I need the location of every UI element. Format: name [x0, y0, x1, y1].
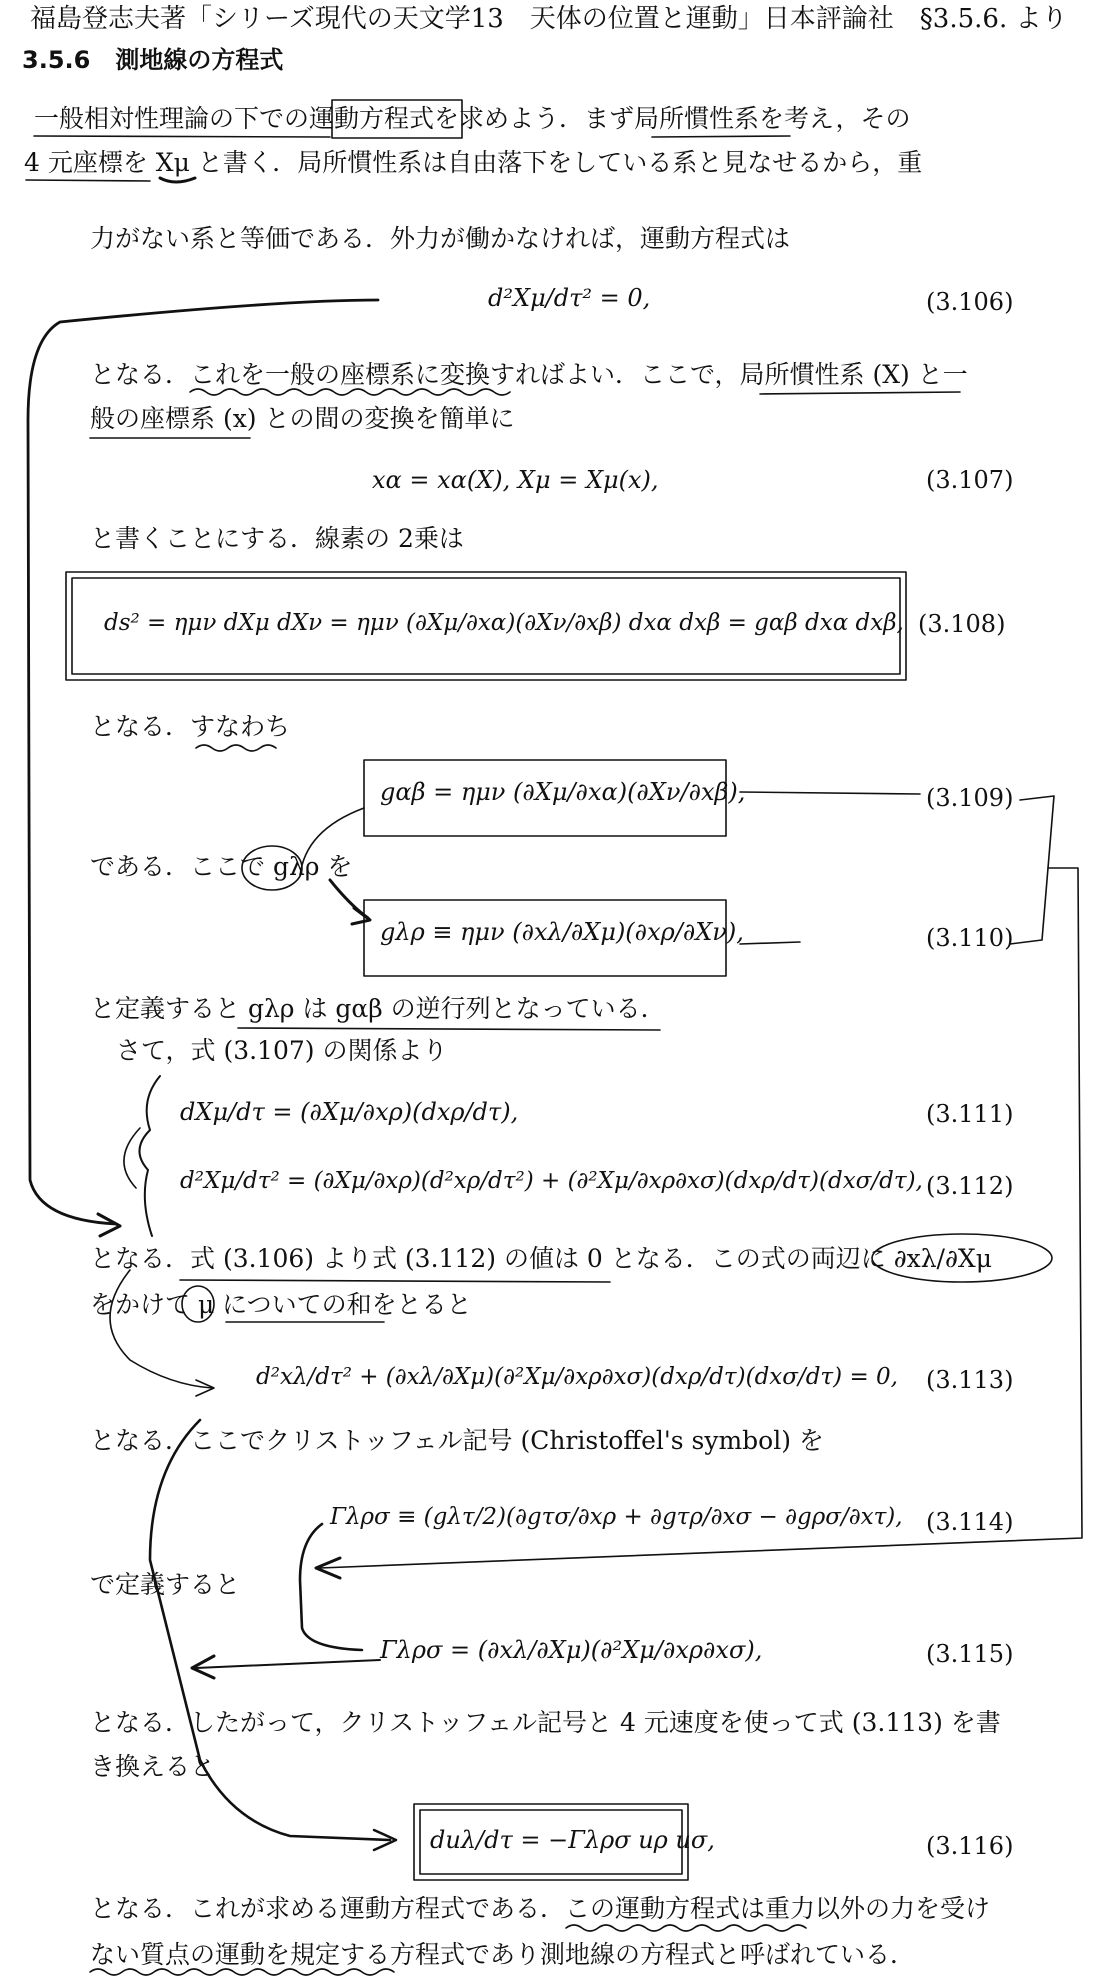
paragraph-line: 4 元座標を Xμ と書く．局所慣性系は自由落下をしている系と見なせるから，重 — [24, 148, 923, 177]
paragraph-line: となる．式 (3.106) より式 (3.112) の値は 0 となる．この式の両辺に ∂xλ/∂Xμ — [90, 1244, 992, 1273]
paragraph-line: き換えると — [90, 1752, 216, 1781]
hand-underline-mark — [652, 136, 790, 137]
hand-underline-mark — [160, 178, 195, 182]
hand-connector-mark — [740, 942, 800, 944]
equation-label: (3.108) — [918, 610, 1006, 638]
equation-3-107: xα = xα(X), Xμ = Xμ(x), — [372, 466, 659, 494]
paragraph-line: をかけて μ についての和をとると — [90, 1290, 472, 1319]
source-header: 福島登志夫著「シリーズ現代の天文学13 天体の位置と運動」日本評論社 §3.5.6. より — [30, 4, 1068, 34]
paragraph-line: と書くことにする．線素の 2乗は — [90, 524, 464, 553]
paragraph-line: と定義すると gλρ は gαβ の逆行列となっている． — [90, 994, 666, 1023]
paragraph-line: となる．すなわち — [90, 712, 291, 741]
hand-arrow-mark — [98, 1214, 120, 1236]
equation-label: (3.110) — [926, 924, 1014, 952]
paragraph-line: さて，式 (3.107) の関係より — [116, 1036, 448, 1065]
hand-bracket-mark — [1010, 796, 1054, 944]
paragraph-line: ない質点の運動を規定する方程式であり測地線の方程式と呼ばれている． — [90, 1940, 916, 1969]
hand-bracket-mark — [300, 1524, 362, 1650]
equation-3-114: Γλρσ ≡ (gλτ/2)(∂gτσ/∂xρ + ∂gτρ/∂xσ − ∂gρσ/∂xτ), — [330, 1504, 903, 1530]
equation-label: (3.107) — [926, 466, 1014, 494]
section-heading — [22, 46, 283, 75]
equation-label: (3.113) — [926, 1366, 1014, 1394]
equation-3-116: duλ/dτ = −Γλρσ uρ uσ, — [430, 1826, 715, 1854]
paragraph-line: で定義すると — [90, 1570, 241, 1599]
paragraph-line: 般の座標系 (x) との間の変換を簡単に — [90, 404, 515, 433]
hand-brace-mark — [139, 1076, 160, 1236]
paragraph-line: となる．これが求める運動方程式である．この運動方程式は重力以外の力を受け — [90, 1894, 991, 1923]
equation-3-108: ds² = ημν dXμ dXν = ημν (∂Xμ/∂xα)(∂Xν/∂xβ) dxα dxβ = gαβ dxα dxβ, — [104, 610, 904, 636]
hand-arrow-mark — [124, 1128, 140, 1188]
equation-3-109: gαβ = ημν (∂Xμ/∂xα)(∂Xν/∂xβ), — [380, 778, 746, 806]
hand-arrow-mark — [316, 1558, 340, 1578]
hand-underline-mark — [34, 136, 330, 137]
paragraph-line: となる．したがって，クリストッフェル記号と 4 元速度を使って式 (3.113) を書 — [90, 1708, 1001, 1737]
equation-label: (3.115) — [926, 1640, 1014, 1668]
paragraph-line: となる．ここでクリストッフェル記号 (Christoffel's symbol) を — [90, 1426, 824, 1455]
equation-label: (3.116) — [926, 1832, 1014, 1860]
hand-arrow-mark — [196, 1660, 380, 1668]
hand-wavy-mark — [196, 745, 276, 751]
hand-arrow-mark — [192, 1656, 214, 1678]
hand-connector-mark — [740, 792, 920, 794]
equation-label: (3.111) — [926, 1100, 1014, 1128]
equation-3-112: d²Xμ/dτ² = (∂Xμ/∂xρ)(d²xρ/dτ²) + (∂²Xμ/∂xρ∂xσ)(dxρ/dτ)(dxσ/dτ), — [180, 1168, 923, 1194]
hand-underline-mark — [26, 180, 150, 181]
equation-3-113: d²xλ/dτ² + (∂xλ/∂Xμ)(∂²Xμ/∂xρ∂xσ)(dxρ/dτ)(dxσ/dτ) = 0, — [256, 1364, 898, 1390]
hand-arrow-mark — [374, 1830, 396, 1850]
equation-label: (3.114) — [926, 1508, 1014, 1536]
equation-label: (3.106) — [926, 288, 1014, 316]
section-title: 測地線の方程式 — [115, 46, 284, 74]
hand-arrow-mark — [196, 1380, 214, 1396]
hand-arrow-mark — [352, 908, 370, 924]
hand-underline-mark — [180, 1280, 610, 1282]
hand-arrow-mark — [110, 1270, 212, 1388]
equation-3-110: gλρ ≡ ημν (∂xλ/∂Xμ)(∂xρ/∂Xν), — [380, 918, 744, 946]
paragraph-line: である．ここで gλρ を — [90, 852, 353, 881]
paragraph-line: 一般相対性理論の下での運動方程式を求めよう．まず局所慣性系を考え，その — [34, 104, 911, 133]
hand-underline-mark — [760, 392, 960, 394]
equation-label: (3.112) — [926, 1172, 1014, 1200]
hand-underline-mark — [238, 1028, 660, 1030]
hand-bracket-mark — [320, 868, 1082, 1568]
section-number: 3.5.6 — [22, 46, 91, 74]
paragraph-line: となる．これを一般の座標系に変換すればよい．ここで，局所慣性系 (X) と一 — [90, 360, 968, 389]
equation-label: (3.109) — [926, 784, 1014, 812]
hand-wavy-mark — [566, 1925, 806, 1931]
equation-3-111: dXμ/dτ = (∂Xμ/∂xρ)(dxρ/dτ), — [180, 1098, 519, 1126]
paragraph-line: 力がない系と等価である．外力が働かなければ，運動方程式は — [90, 224, 791, 253]
hand-arrow-mark — [330, 880, 368, 918]
equation-3-106: d²Xμ/dτ² = 0, — [488, 284, 651, 312]
hand-bracket-mark — [28, 300, 378, 1224]
equation-3-115: Γλρσ = (∂xλ/∂Xμ)(∂²Xμ/∂xρ∂xσ), — [380, 1636, 763, 1664]
